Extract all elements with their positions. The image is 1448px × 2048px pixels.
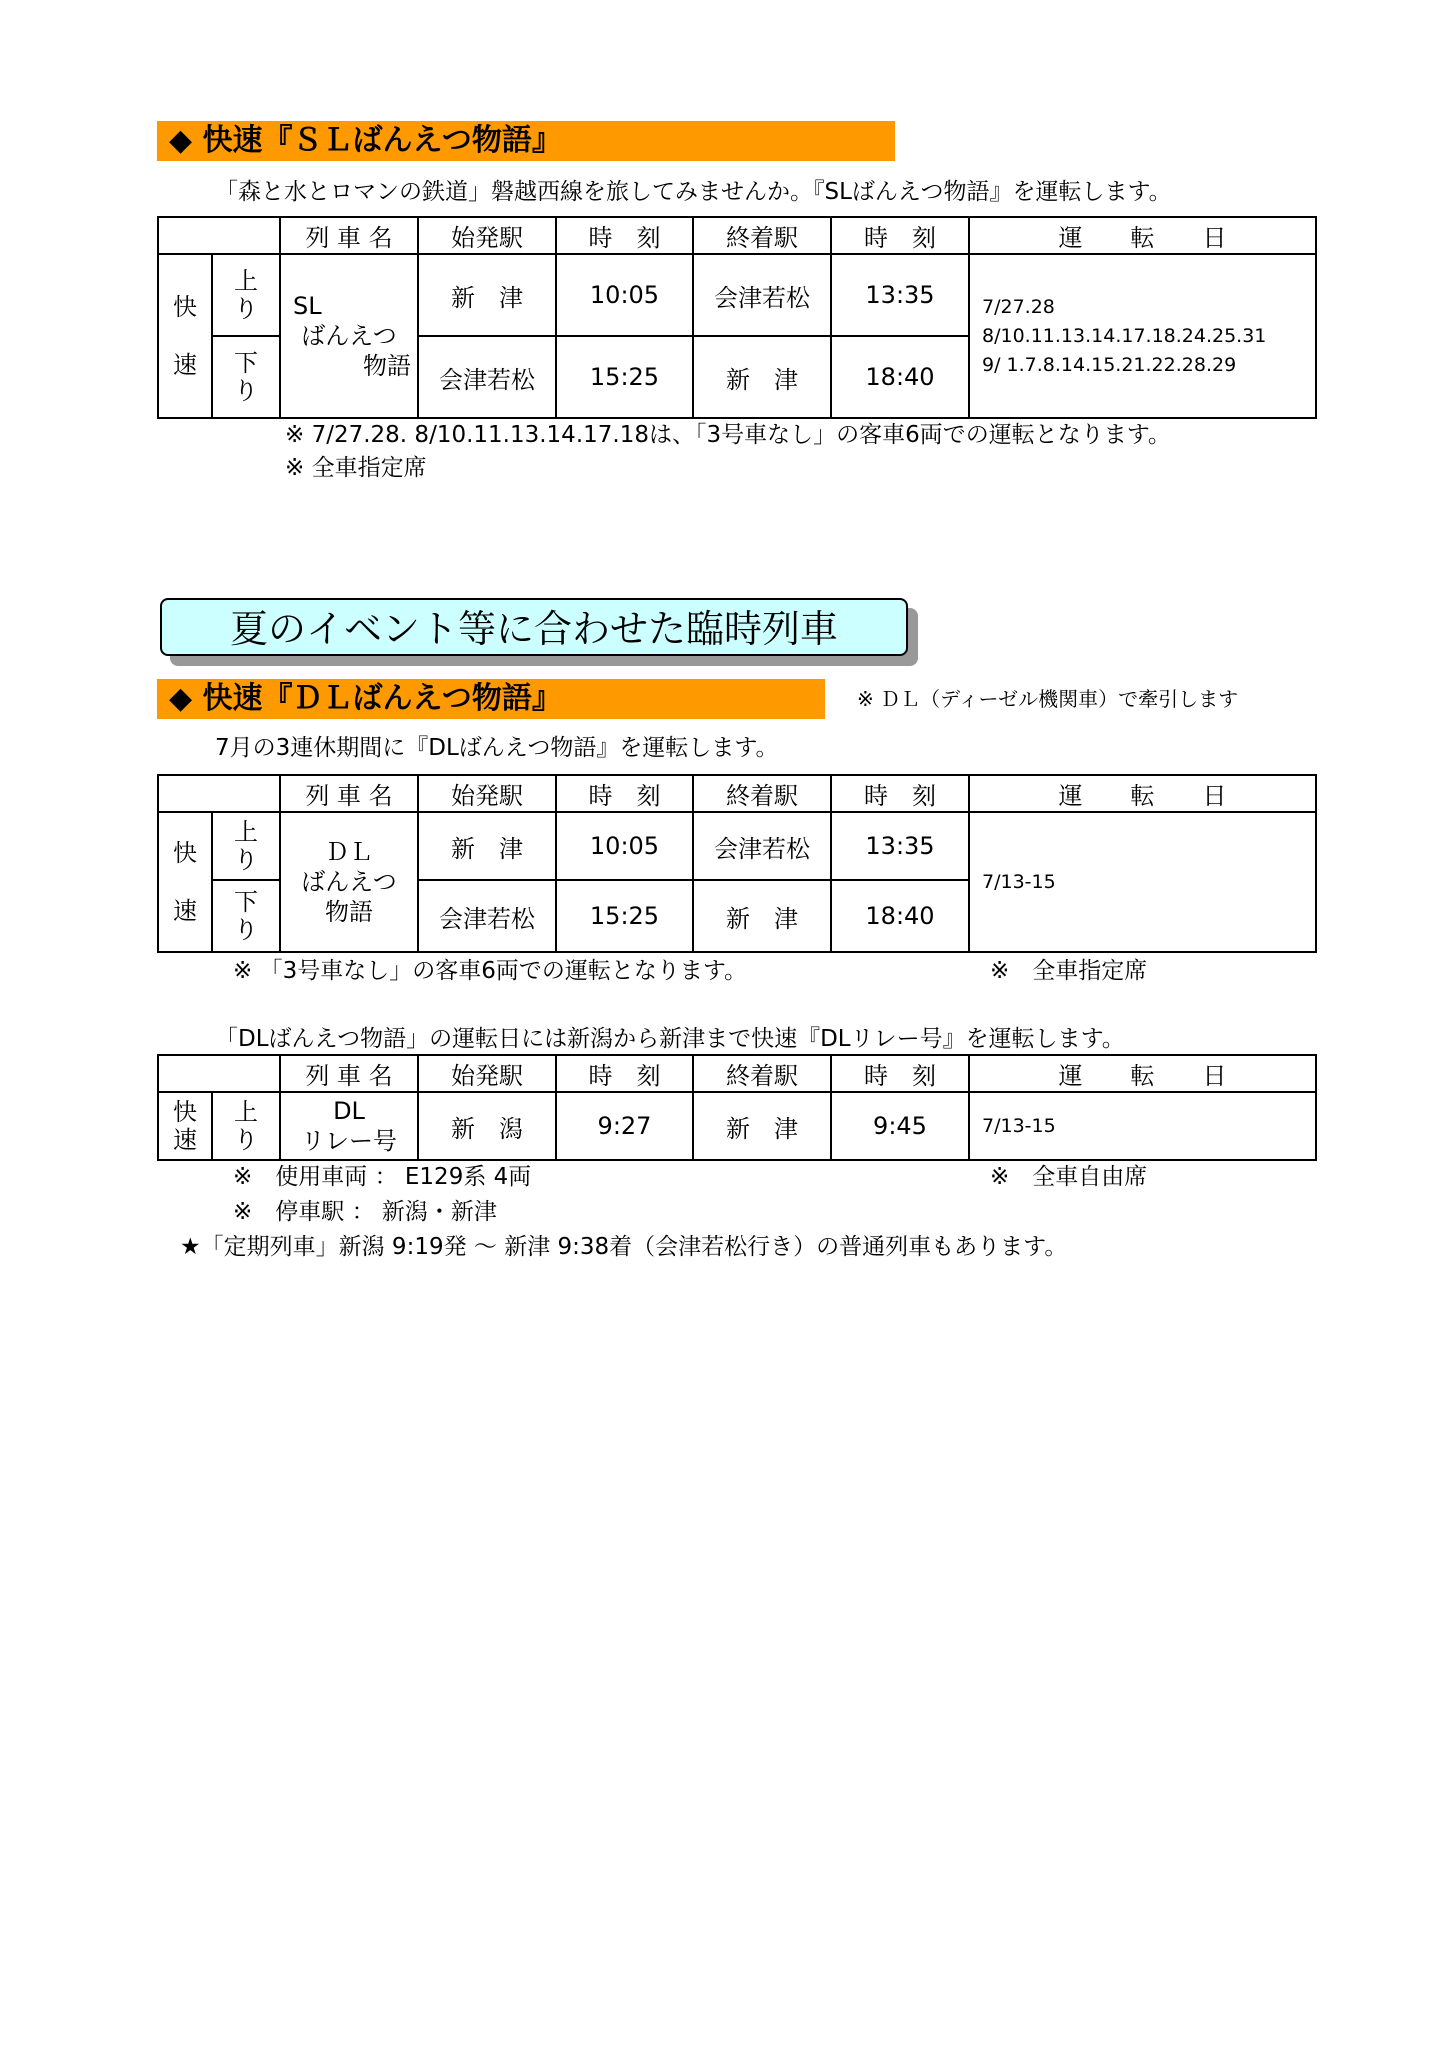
dl-note-right: ※ 全車指定席 [990, 958, 1148, 984]
down-dep-time: 15:25 [556, 336, 693, 418]
header-train-name: 列 車 名 [280, 1055, 418, 1092]
header-operation-days: 運 転 日 [969, 775, 1316, 812]
down-origin: 会津若松 [418, 880, 556, 952]
direction-up: 上 り [212, 812, 280, 880]
up-destination: 会津若松 [693, 254, 831, 336]
header-arr-time: 時 刻 [831, 217, 969, 254]
relay-dep-time: 9:27 [556, 1092, 693, 1160]
dl-intro: 7月の3連休期間に『DLばんえつ物語』を運転します。 [215, 735, 779, 761]
relay-timetable [157, 1054, 1317, 1161]
relay-footer: ★「定期列車」新潟 9:19発 〜 新津 9:38着（会津若松行き）の普通列車もあります。 [180, 1234, 1068, 1260]
header-arr-time: 時 刻 [831, 1055, 969, 1092]
header-blank [158, 1055, 280, 1092]
train-name: SL ばんえつ 物語 [280, 254, 418, 418]
train-name: DL リレー号 [280, 1092, 418, 1160]
header-destination: 終着駅 [693, 1055, 831, 1092]
relay-note-right: ※ 全車自由席 [990, 1164, 1148, 1190]
dl-note-left: ※ 「3号車なし」の客車6両での運転となります。 [233, 958, 748, 984]
relay-intro: 「DLばんえつ物語」の運転日には新潟から新津まで快速『DLリレー号』を運転します。 [215, 1026, 1125, 1052]
header-dep-time: 時 刻 [556, 217, 693, 254]
header-train-name: 列 車 名 [280, 217, 418, 254]
sl-note-1: ※ 7/27.28. 8/10.11.13.14.17.18は、「3号車なし」の客車6両での運転となります。 [285, 422, 1171, 448]
header-train-name: 列 車 名 [280, 775, 418, 812]
header-operation-days: 運 転 日 [969, 217, 1316, 254]
sl-note-2: ※ 全車指定席 [285, 455, 427, 481]
train-type: 快 速 [158, 254, 212, 418]
direction-up: 上 り [212, 1092, 280, 1160]
up-arr-time: 13:35 [831, 254, 969, 336]
down-arr-time: 18:40 [831, 336, 969, 418]
header-operation-days: 運 転 日 [969, 1055, 1316, 1092]
dl-side-note: ※ ＤＬ（ディーゼル機関車）で牽引します [857, 687, 1239, 711]
relay-note-vehicle: ※ 使用車両 ： E129系 4両 [233, 1164, 532, 1190]
header-blank [158, 775, 280, 812]
direction-down: 下 り [212, 336, 280, 418]
up-origin: 新 津 [418, 254, 556, 336]
operation-days: 7/13-15 [969, 812, 1316, 952]
train-type: 快 速 [158, 812, 212, 952]
relay-arr-time: 9:45 [831, 1092, 969, 1160]
dl-heading: ◆ 快速『ＤＬばんえつ物語』 [157, 679, 825, 719]
dl-timetable [157, 774, 1317, 953]
operation-days: 7/13-15 [969, 1092, 1316, 1160]
up-dep-time: 10:05 [556, 254, 693, 336]
section-banner: 夏のイベント等に合わせた臨時列車 [160, 598, 908, 656]
sl-intro: 「森と水とロマンの鉄道」磐越西線を旅してみませんか。『SLばんえつ物語』を運転します。 [215, 179, 1172, 205]
header-blank [158, 217, 280, 254]
sl-timetable [157, 216, 1317, 419]
header-origin: 始発駅 [418, 775, 556, 812]
direction-down: 下 り [212, 880, 280, 952]
relay-destination: 新 津 [693, 1092, 831, 1160]
train-name: ＤＬ ばんえつ 物語 [280, 812, 418, 952]
relay-origin: 新 潟 [418, 1092, 556, 1160]
up-destination: 会津若松 [693, 812, 831, 880]
down-arr-time: 18:40 [831, 880, 969, 952]
header-dep-time: 時 刻 [556, 775, 693, 812]
operation-days: 7/27.28 8/10.11.13.14.17.18.24.25.31 9/ 1.7.8.14.15.21.22.28.29 [969, 254, 1316, 418]
train-type: 快 速 [158, 1092, 212, 1160]
relay-note-stops: ※ 停車駅 ： 新潟・新津 [233, 1199, 497, 1225]
up-origin: 新 津 [418, 812, 556, 880]
down-origin: 会津若松 [418, 336, 556, 418]
sl-heading: ◆ 快速『ＳＬばんえつ物語』 [157, 121, 895, 161]
direction-up: 上 り [212, 254, 280, 336]
header-arr-time: 時 刻 [831, 775, 969, 812]
header-origin: 始発駅 [418, 1055, 556, 1092]
header-dep-time: 時 刻 [556, 1055, 693, 1092]
header-destination: 終着駅 [693, 217, 831, 254]
down-dep-time: 15:25 [556, 880, 693, 952]
down-destination: 新 津 [693, 880, 831, 952]
header-destination: 終着駅 [693, 775, 831, 812]
up-dep-time: 10:05 [556, 812, 693, 880]
down-destination: 新 津 [693, 336, 831, 418]
up-arr-time: 13:35 [831, 812, 969, 880]
header-origin: 始発駅 [418, 217, 556, 254]
